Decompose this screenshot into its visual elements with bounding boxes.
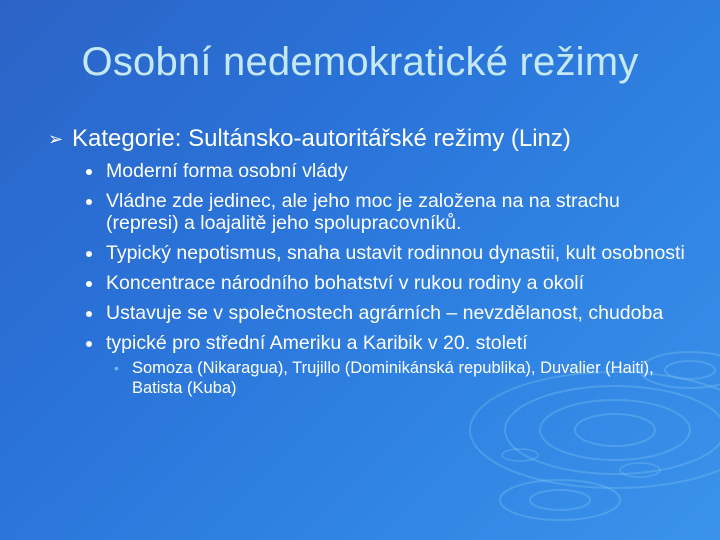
nested-list (106, 358, 686, 398)
slide-title: Osobní nedemokratické režimy (81, 40, 639, 84)
list-item-text: Typický nepotismus, snaha ustavit rodinnou dynastii, kult osobnosti (106, 242, 685, 264)
sub-bullet-list (86, 160, 686, 406)
nested-list-item (106, 358, 686, 398)
bullet-dot-icon (86, 311, 92, 317)
bullet-dot-icon (86, 199, 92, 205)
bullet-dot-icon: • (114, 360, 119, 376)
list-item-text: Koncentrace národního bohatství v rukou rodiny a okolí (106, 272, 585, 294)
list-item (86, 272, 686, 294)
bullet-dot-icon (86, 169, 92, 175)
bullet-dot-icon (86, 251, 92, 257)
list-item-text: typické pro střední Ameriku a Karibik v 20. století (106, 332, 528, 354)
list-item (86, 242, 686, 264)
bullet-dot-icon (86, 281, 92, 287)
main-bullet-text: Kategorie: Sultánsko-autoritářské režimy (Linz) (72, 125, 571, 152)
list-item-text: Moderní forma osobní vlády (106, 160, 348, 182)
list-item (86, 190, 686, 234)
list-item-text: Vládne zde jedinec, ale jeho moc je založena na na strachu (represi) a loajalitě jeho spolupracovníků. (106, 190, 620, 234)
nested-list-item-text: Somoza (Nikaragua), Trujillo (Dominikánská republika), Duvalier (Haiti), Batista (Kuba) (132, 359, 654, 397)
arrow-bullet-icon: ➢ (48, 129, 64, 149)
list-item (86, 332, 686, 398)
list-item (86, 160, 686, 182)
list-item (86, 302, 686, 324)
list-item-text: Ustavuje se v společnostech agrárních – nevzdělanost, chudoba (106, 302, 664, 324)
bullet-dot-icon (86, 341, 92, 347)
